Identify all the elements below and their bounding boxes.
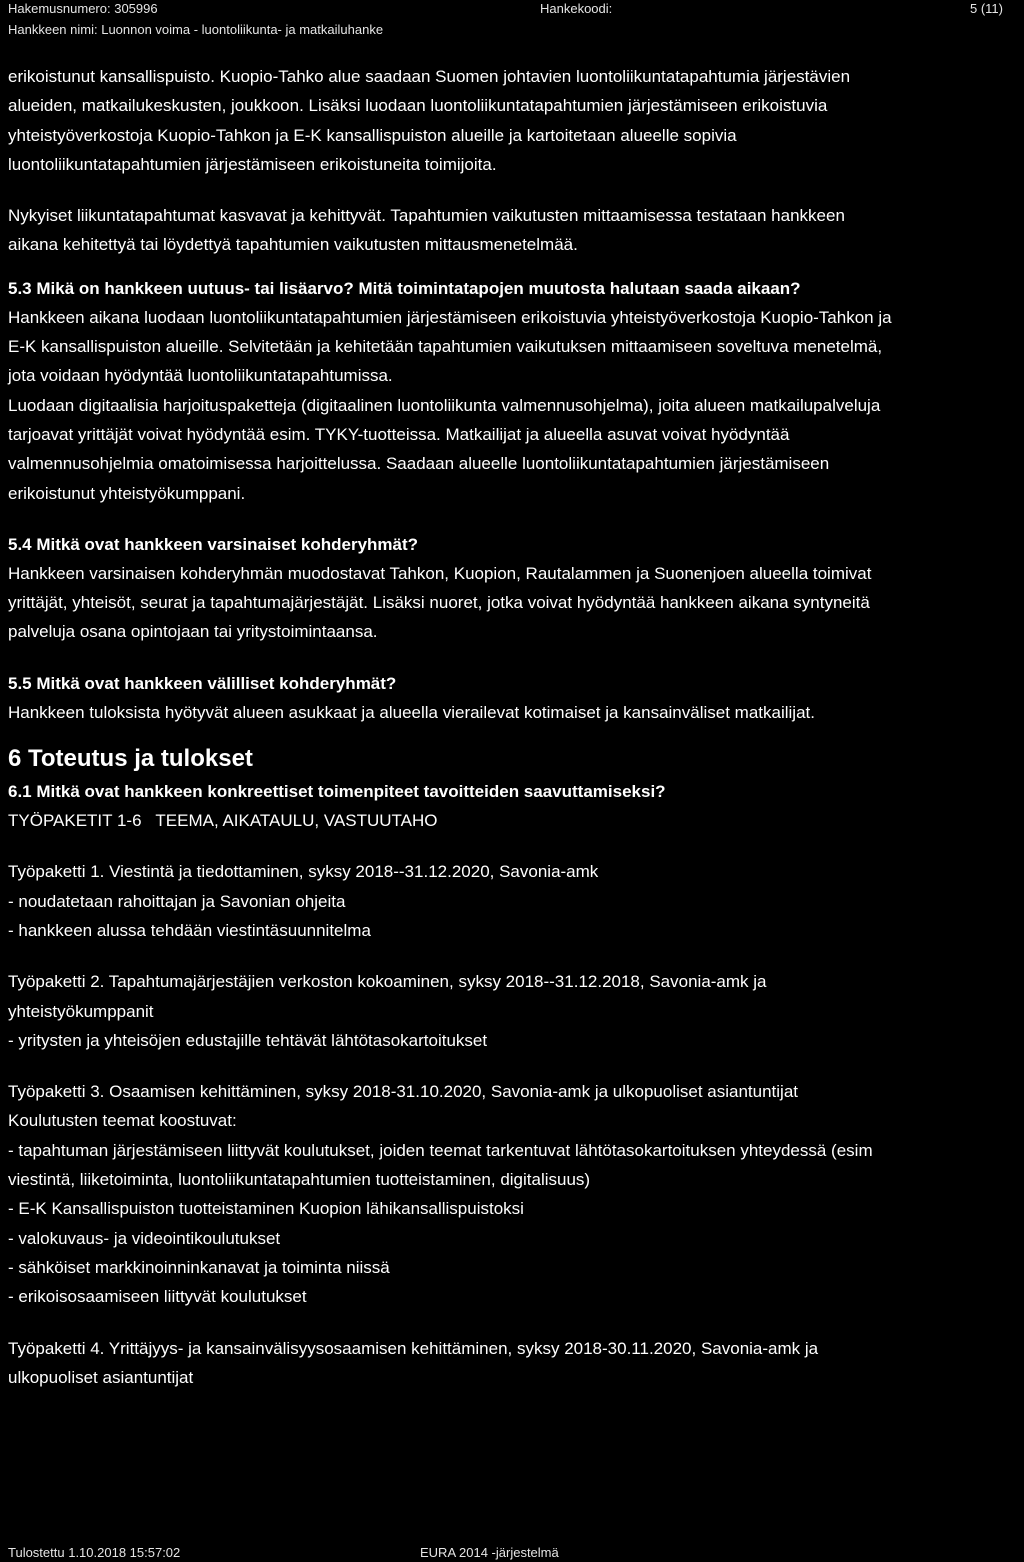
text-line: aikana kehitettyä tai löydettyä tapahtumien vaikutusten mittausmenetelmää. <box>8 235 578 255</box>
text-line: Työpaketti 3. Osaamisen kehittäminen, syksy 2018-31.10.2020, Savonia-amk ja ulkopuoliset asiantuntijat <box>8 1082 799 1102</box>
section-5-5-heading: 5.5 Mitkä ovat hankkeen välilliset kohderyhmät? <box>8 673 397 693</box>
page-number: 5 (11) <box>970 1 1003 16</box>
text-line: - hankkeen alussa tehdään viestintäsuunnitelma <box>8 920 371 940</box>
text-line: Hankkeen aikana luodaan luontoliikuntatapahtumien järjestämiseen erikoistuvia yhteistyöverkostoja Kuopio-Tahkon ja <box>8 307 892 327</box>
text-line: erikoistunut kansallispuisto. Kuopio-Tahko alue saadaan Suomen johtavien luontoliikuntatapahtumia järjestävien <box>8 67 851 86</box>
project-code: Hankekoodi: <box>540 1 613 16</box>
work-package-1 <box>8 857 1014 945</box>
print-timestamp: Tulostettu 1.10.2018 15:57:02 <box>8 1545 181 1560</box>
work-package-3 <box>8 1077 1014 1311</box>
text-line: ulkopuoliset asiantuntijat <box>8 1367 194 1387</box>
work-package-2 <box>8 967 1014 1055</box>
text-line: Työpaketti 1. Viestintä ja tiedottaminen, syksy 2018--31.12.2020, Savonia-amk <box>8 862 599 882</box>
text-line: Työpaketti 2. Tapahtumajärjestäjien verkoston kokoaminen, syksy 2018--31.12.2018, Savonia-amk ja <box>8 972 767 992</box>
section-5-4-heading: 5.4 Mitkä ovat hankkeen varsinaiset kohderyhmät? <box>8 534 419 554</box>
text-line: tarjoavat yrittäjät voivat hyödyntää esim. TYKY-tuotteissa. Matkailijat ja alueella asuvat voivat hyödyntää <box>8 424 790 444</box>
text-line: yhteistyöverkostoja Kuopio-Tahkon ja E-K kansallispuiston alueille ja kartoitetaan alueelle sopivia <box>8 125 737 145</box>
text-line: erikoistunut yhteistyökumppani. <box>8 483 246 503</box>
text-line: - erikoisosaamiseen liittyvät koulutukset <box>8 1287 307 1307</box>
project-name: Hankkeen nimi: Luonnon voima - luontoliikunta- ja matkailuhanke <box>8 22 384 37</box>
text-line: - E-K Kansallispuiston tuotteistaminen Kuopion lähikansallispuistoksi <box>8 1199 524 1219</box>
section-5-5-body <box>8 698 1014 727</box>
text-line: Koulutusten teemat koostuvat: <box>8 1111 237 1131</box>
intro-paragraph-1 <box>8 62 1014 179</box>
text-line: - sähköiset markkinoinninkanavat ja toiminta niissä <box>8 1257 390 1277</box>
text-line: Työpaketti 4. Yrittäjyys- ja kansainvälisyysosaamisen kehittäminen, syksy 2018-30.11.2020, Savonia-amk ja <box>8 1338 819 1358</box>
text-line: - valokuvaus- ja videointikoulutukset <box>8 1228 281 1248</box>
text-line: Hankkeen varsinaisen kohderyhmän muodostavat Tahkon, Kuopion, Rautalammen ja Suonenjoen alueella toimivat <box>8 563 872 583</box>
text-line: - tapahtuman järjestämiseen liittyvät koulutukset, joiden teemat tarkentuvat lähtötasokartoituksen yhteydessä (esim <box>8 1140 873 1160</box>
text-line: E-K kansallispuiston alueille. Selvitetään ja kehitetään tapahtumien vaikutuksen mittaamiseen soveltuva menetelmä, <box>8 337 883 357</box>
system-name: EURA 2014 -järjestelmä <box>420 1545 559 1560</box>
text-line: yrittäjät, yhteisöt, seurat ja tapahtumajärjestäjät. Lisäksi nuoret, jotka voivat hyödyntää hankkeen aikana syntyneitä <box>8 593 870 613</box>
text-line: luontoliikuntatapahtumien järjestämiseen erikoistuneita toimijoita. <box>8 154 497 174</box>
text-line: Hankkeen tuloksista hyötyvät alueen asukkaat ja alueella vierailevat kotimaiset ja kansainväliset matkailijat. <box>8 702 815 722</box>
text-line: jota voidaan hyödyntää luontoliikuntatapahtumissa. <box>8 366 393 386</box>
text-line: palveluja osana opintojaan tai yritystoimintaansa. <box>8 622 378 642</box>
section-5-4-body <box>8 559 1014 647</box>
section-6-heading: 6 Toteutus ja tulokset <box>8 745 253 773</box>
section-5-3-body <box>8 303 1014 508</box>
text-line: viestintä, liiketoiminta, luontoliikuntatapahtumien tuotteistaminen, digitalisuus) <box>8 1170 591 1190</box>
text-line: Nykyiset liikuntatapahtumat kasvavat ja kehittyvät. Tapahtumien vaikutusten mittaamisessa testataan hankkeen <box>8 206 845 226</box>
work-packages-intro: TYÖPAKETIT 1-6 TEEMA, AIKATAULU, VASTUUTAHO <box>8 811 438 831</box>
text-line: yhteistyökumppanit <box>8 1001 154 1021</box>
text-line: Luodaan digitaalisia harjoituspaketteja (digitaalinen luontoliikunta valmennusohjelma), joita alueen matkailupalveluja <box>8 395 881 415</box>
section-6-1-heading: 6.1 Mitkä ovat hankkeen konkreettiset toimenpiteet tavoitteiden saavuttamiseksi? <box>8 782 666 802</box>
text-line: valmennusohjelmia omatoimisessa harjoittelussa. Saadaan alueelle luontoliikuntatapahtumien järjestämiseen <box>8 454 830 474</box>
work-package-4 <box>8 1334 1014 1393</box>
text-line: - yritysten ja yhteisöjen edustajille tehtävät lähtötasokartoitukset <box>8 1030 488 1050</box>
section-5-3-heading: 5.3 Mikä on hankkeen uutuus- tai lisäarvo? Mitä toimintatapojen muutosta halutaan saada aikaan? <box>8 278 801 298</box>
text-line: alueiden, matkailukeskusten, joukkoon. Lisäksi luodaan luontoliikuntatapahtumien järjestämiseen erikoistuvia <box>8 96 828 116</box>
text-line: - noudatetaan rahoittajan ja Savonian ohjeita <box>8 891 346 911</box>
document-body <box>8 62 1014 1392</box>
application-number: Hakemusnumero: 305996 <box>8 1 158 16</box>
intro-paragraph-2 <box>8 201 1014 260</box>
